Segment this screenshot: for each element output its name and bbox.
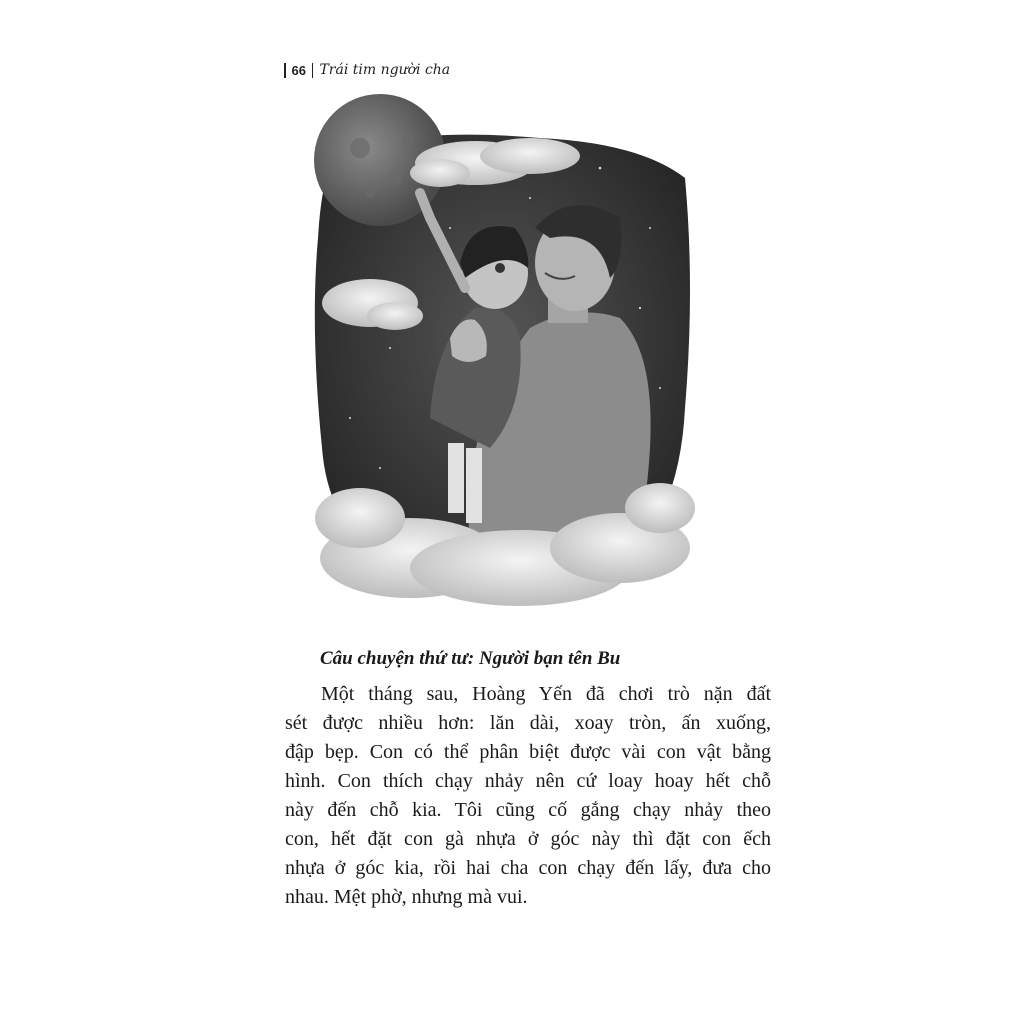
paragraph-line: nhựa ở góc kia, rồi hai cha con chạy đến lấy, đưa cho [285, 857, 771, 879]
paragraph-line: sét được nhiều hơn: lăn dài, xoay tròn, ấn xuống, [285, 712, 771, 734]
paragraph-line: nhau. Mệt phờ, nhưng mà vui. [285, 886, 528, 908]
father-daughter-moon-illustration [300, 88, 700, 608]
book-title: Trái tim người cha [319, 62, 451, 78]
body-paragraph [285, 680, 771, 912]
chapter-title: Câu chuyện thứ tư: Người bạn tên Bu [320, 648, 621, 669]
page-number: 66 [291, 62, 306, 78]
running-header [284, 62, 450, 78]
header-divider [312, 63, 314, 78]
header-divider [284, 63, 286, 78]
paragraph-line: Một tháng sau, Hoàng Yến đã chơi trò nặn đất [321, 683, 771, 705]
paragraph-line: này đến chỗ kia. Tôi cũng cố gắng chạy nhảy theo [285, 799, 771, 821]
paragraph-line: hình. Con thích chạy nhảy nên cứ loay hoay hết chỗ [285, 770, 771, 792]
paragraph-line: đập bẹp. Con có thể phân biệt được vài con vật bằng [285, 741, 771, 763]
paragraph-line: con, hết đặt con gà nhựa ở góc này thì đặt con ếch [285, 828, 771, 850]
